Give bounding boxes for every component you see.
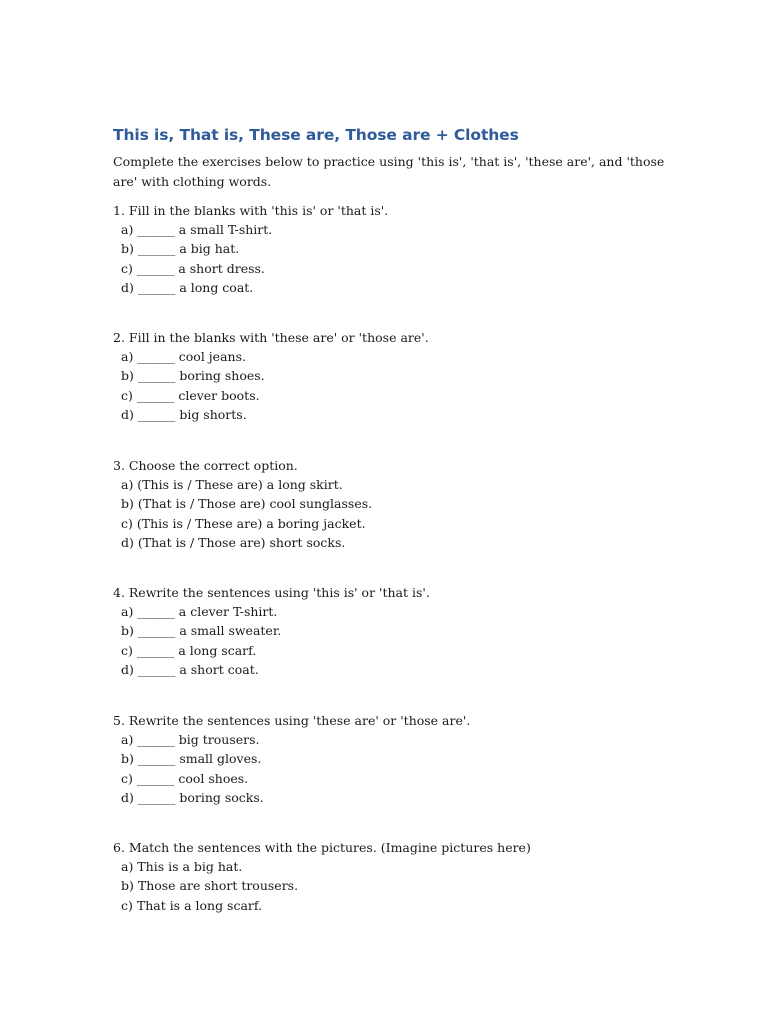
worksheet-page [113, 124, 673, 913]
intro-paragraph: Complete the exercises below to practice using 'this is', 'that is', 'these are', and 'those are' with clothing words. [113, 154, 665, 189]
list-item: b) ______ a big hat. [121, 241, 240, 257]
exercise-3 [113, 456, 372, 552]
exercise-title: 3. Choose the correct option. [113, 458, 298, 473]
list-item: c) (This is / These are) a boring jacket. [121, 515, 366, 531]
list-item: c) ______ a long scarf. [121, 642, 257, 658]
list-item: b) ______ a small sweater. [121, 623, 282, 639]
list-item: a) (This is / These are) a long skirt. [121, 477, 343, 493]
exercise-6 [113, 838, 531, 915]
list-item: b) ______ small gloves. [121, 751, 262, 767]
list-item: b) (That is / Those are) cool sunglasses. [121, 496, 373, 512]
exercise-title: 5. Rewrite the sentences using 'these are' or 'those are'. [113, 713, 471, 728]
list-item: d) ______ a short coat. [121, 661, 259, 677]
list-item: b) ______ boring shoes. [121, 368, 265, 384]
list-item: c) ______ a short dress. [121, 260, 265, 276]
exercise-title: 6. Match the sentences with the pictures. (Imagine pictures here) [113, 840, 531, 855]
list-item: d) ______ a long coat. [121, 279, 254, 295]
exercise-title: 1. Fill in the blanks with 'this is' or 'that is'. [113, 203, 389, 218]
list-item: b) Those are short trousers. [121, 878, 299, 894]
list-item: d) ______ boring socks. [121, 789, 264, 805]
exercise-5 [113, 711, 470, 807]
exercise-4 [113, 583, 430, 679]
exercise-1 [113, 201, 388, 297]
list-item: c) That is a long scarf. [121, 897, 263, 913]
list-item: a) ______ cool jeans. [121, 349, 246, 365]
list-item: c) ______ cool shoes. [121, 770, 249, 786]
page-title: This is, That is, These are, Those are + Clothes [113, 126, 519, 144]
exercise-title: 2. Fill in the blanks with 'these are' or 'those are'. [113, 330, 429, 345]
exercise-title: 4. Rewrite the sentences using 'this is' or 'that is'. [113, 585, 430, 600]
list-item: a) This is a big hat. [121, 859, 243, 875]
list-item: a) ______ big trousers. [121, 732, 260, 748]
list-item: c) ______ clever boots. [121, 387, 260, 403]
exercise-2 [113, 328, 429, 424]
list-item: d) ______ big shorts. [121, 406, 247, 422]
list-item: a) ______ a clever T-shirt. [121, 604, 278, 620]
list-item: a) ______ a small T-shirt. [121, 222, 273, 238]
list-item: d) (That is / Those are) short socks. [121, 534, 346, 550]
